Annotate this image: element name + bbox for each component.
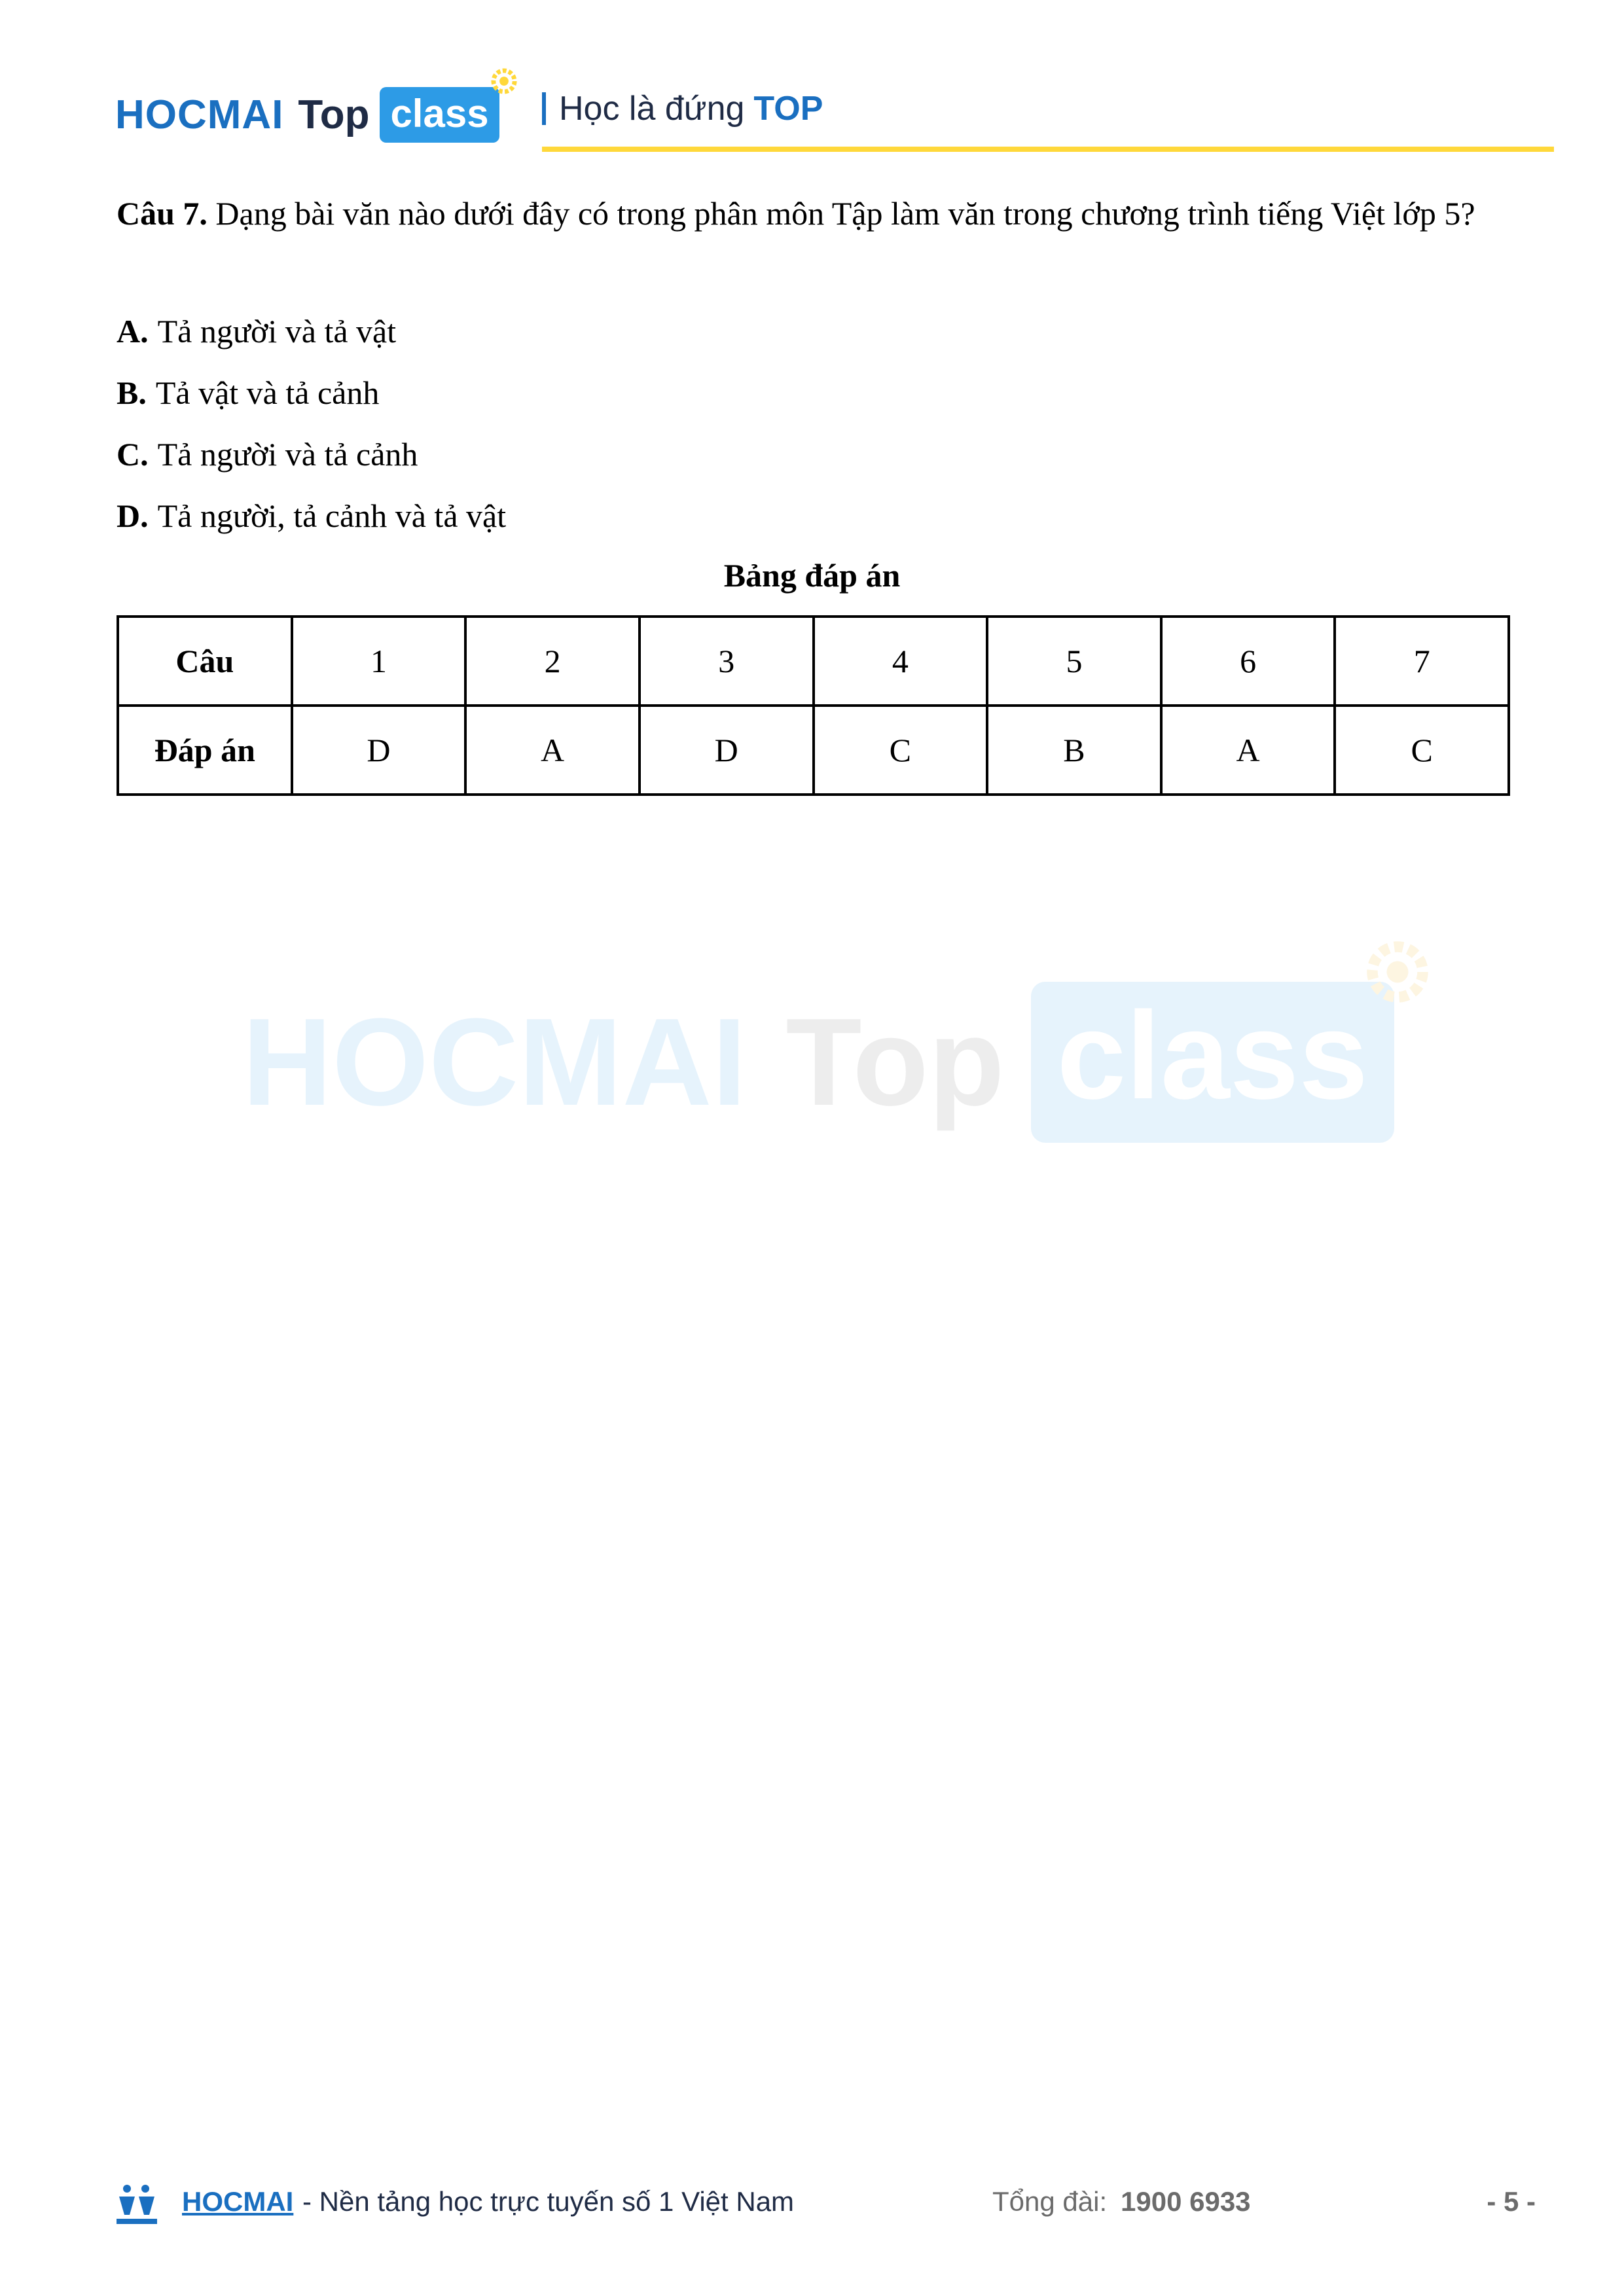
option-c: [117, 435, 418, 474]
watermark-hocmai-text: HOCMAI: [242, 993, 747, 1132]
table-cell: A: [1161, 706, 1335, 795]
table-cell: 5: [987, 617, 1161, 706]
option-b: [117, 373, 379, 412]
logo-class-badge: [380, 87, 499, 143]
option-key: C.: [117, 436, 149, 473]
table-cell: C: [814, 706, 988, 795]
logo-class-text: class: [390, 91, 489, 135]
option-text: Tả vật và tả cảnh: [155, 374, 380, 411]
watermark-logo: [242, 982, 1394, 1143]
table-cell: 6: [1161, 617, 1335, 706]
option-text: Tả người và tả cảnh: [157, 436, 418, 473]
tagline-divider: [542, 92, 546, 125]
footer-brand-link[interactable]: HOCMAI: [182, 2186, 294, 2217]
footer-hotline-label: Tổng đài:: [992, 2186, 1108, 2217]
table-cell: 3: [640, 617, 814, 706]
table-cell: 1: [292, 617, 466, 706]
tagline-prefix: Học là đứng: [559, 90, 745, 128]
option-text: Tả người và tả vật: [157, 313, 397, 350]
answer-table: [117, 615, 1510, 796]
table-row-questions: [118, 617, 1509, 706]
header-divider: [542, 147, 1554, 152]
page-number: - 5 -: [1487, 2186, 1536, 2217]
question-text: Dạng bài văn nào dưới đây có trong phân môn Tập làm văn trong chương trình tiếng Việt lớp 5?: [215, 195, 1475, 232]
table-cell: C: [1335, 706, 1509, 795]
hocmai-topclass-logo: [115, 79, 499, 151]
option-key: A.: [117, 313, 149, 350]
footer-hotline-number: 1900 6933: [1121, 2186, 1251, 2217]
answer-table-title: Bảng đáp án: [723, 557, 901, 594]
row-header-question: Câu: [118, 617, 292, 706]
table-cell: 2: [465, 617, 640, 706]
gear-icon: [489, 66, 519, 96]
table-cell: 4: [814, 617, 988, 706]
table-cell: A: [465, 706, 640, 795]
table-cell: 7: [1335, 617, 1509, 706]
row-header-answer: Đáp án: [118, 706, 292, 795]
question-7: [117, 183, 1517, 244]
option-key: B.: [117, 374, 147, 411]
page-footer: [115, 2181, 1536, 2229]
watermark-top-text: Top: [785, 993, 1005, 1132]
table-cell: D: [640, 706, 814, 795]
table-cell: B: [987, 706, 1161, 795]
tagline-emphasis: TOP: [753, 90, 823, 128]
table-row-answers: [118, 706, 1509, 795]
table-cell: D: [292, 706, 466, 795]
option-d: [117, 496, 506, 535]
logo-hocmai-text: HOCMAI: [115, 92, 284, 137]
question-label: Câu 7.: [117, 195, 208, 232]
option-a: [117, 312, 396, 351]
hocmai-mascot-icon: [115, 2182, 158, 2225]
gear-icon: [1362, 936, 1434, 1008]
logo-top-text: Top: [298, 92, 370, 137]
tagline: [542, 89, 823, 128]
watermark-class-text: class: [1056, 986, 1369, 1125]
option-key: D.: [117, 497, 149, 534]
footer-slogan: - Nền tảng học trực tuyến số 1 Việt Nam: [302, 2186, 795, 2217]
watermark-class-badge: [1031, 982, 1394, 1143]
option-text: Tả người, tả cảnh và tả vật: [157, 497, 507, 534]
